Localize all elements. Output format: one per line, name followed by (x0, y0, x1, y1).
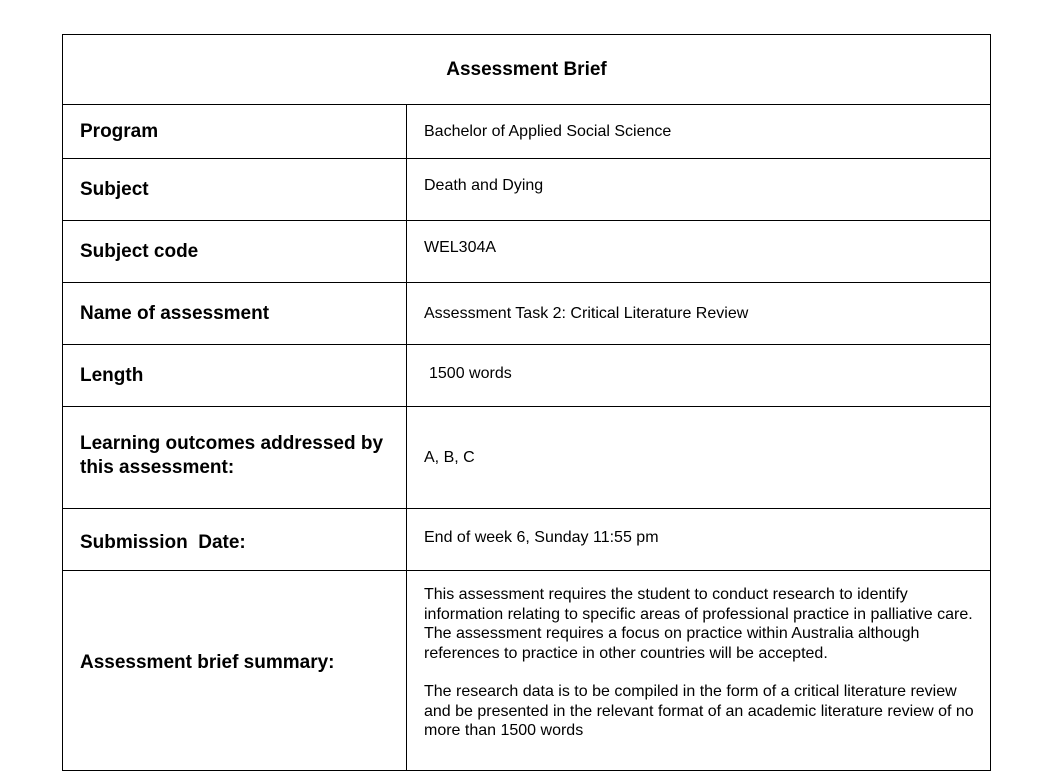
row-subject (63, 159, 991, 221)
subject-code-value: WEL304A (407, 221, 991, 283)
subject-label: Subject (63, 159, 407, 221)
program-value: Bachelor of Applied Social Science (407, 105, 991, 159)
summary-value (407, 571, 991, 771)
length-value: 1500 words (407, 345, 991, 407)
row-learning-outcomes (63, 407, 991, 509)
title-row (63, 35, 991, 105)
row-length (63, 345, 991, 407)
length-label: Length (63, 345, 407, 407)
subject-code-label: Subject code (63, 221, 407, 283)
summary-paragraph-1: This assessment requires the student to conduct research to identify information relating to specific areas of professional practice in palliative care. The assessment requires a focus on practice within Australia although references to practice in other countries will be accepted. (424, 586, 973, 662)
row-assessment-name (63, 283, 991, 345)
row-program (63, 105, 991, 159)
learning-outcomes-label: Learning outcomes addressed by this assessment: (63, 407, 407, 509)
learning-outcomes-value: A, B, C (407, 407, 991, 509)
row-subject-code (63, 221, 991, 283)
assessment-name-label: Name of assessment (63, 283, 407, 345)
assessment-brief-table (62, 34, 991, 771)
table-title: Assessment Brief (63, 35, 991, 105)
summary-label: Assessment brief summary: (63, 571, 407, 771)
assessment-name-value: Assessment Task 2: Critical Literature Review (407, 283, 991, 345)
submission-date-label: Submission Date: (63, 509, 407, 571)
row-summary (63, 571, 991, 771)
subject-value: Death and Dying (407, 159, 991, 221)
submission-date-value: End of week 6, Sunday 11:55 pm (407, 509, 991, 571)
row-submission-date (63, 509, 991, 571)
summary-paragraph-2: The research data is to be compiled in the form of a critical literature review and be presented in the relevant format of an academic literature review of no more than 1500 words (424, 683, 974, 739)
program-label: Program (63, 105, 407, 159)
